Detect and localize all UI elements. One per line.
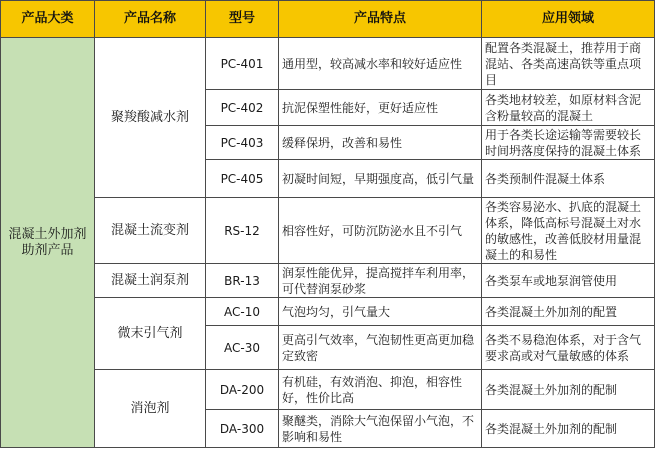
model-cell: DA-300 [206, 410, 279, 448]
model-cell: PC-405 [206, 160, 279, 198]
model-cell: RS-12 [206, 198, 279, 264]
product-name-cell: 消泡剂 [95, 370, 206, 448]
application-cell: 各类混凝土外加剂的配置 [482, 298, 655, 326]
application-cell: 用于各类长途运输等需要较长时间坍落度保持的混凝土体系 [482, 126, 655, 160]
header-application: 应用领域 [482, 1, 655, 38]
product-name-cell: 混凝土流变剂 [95, 198, 206, 264]
model-cell: BR-13 [206, 264, 279, 298]
feature-cell: 相容性好，可防沉防泌水且不引气 [279, 198, 482, 264]
feature-cell: 气泡均匀，引气量大 [279, 298, 482, 326]
feature-cell: 更高引气效率，气泡韧性更高更加稳定致密 [279, 326, 482, 370]
model-cell: DA-200 [206, 370, 279, 410]
feature-cell: 缓释保坍，改善和易性 [279, 126, 482, 160]
model-cell: PC-401 [206, 38, 279, 90]
model-cell: AC-10 [206, 298, 279, 326]
header-category: 产品大类 [1, 1, 95, 38]
product-name-cell: 聚羧酸减水剂 [95, 38, 206, 198]
header-features: 产品特点 [279, 1, 482, 38]
application-cell: 各类混凝土外加剂的配制 [482, 370, 655, 410]
application-cell: 各类地材较差，如原材料含泥含粉量较高的混凝土 [482, 90, 655, 126]
feature-cell: 有机硅，有效消泡、抑泡，相容性好，性价比高 [279, 370, 482, 410]
model-cell: PC-402 [206, 90, 279, 126]
header-model: 型号 [206, 1, 279, 38]
application-cell: 各类泵车或地泵润管使用 [482, 264, 655, 298]
header-product-name: 产品名称 [95, 1, 206, 38]
table-row [1, 370, 655, 410]
product-name-cell: 混凝土润泵剂 [95, 264, 206, 298]
product-name-cell: 微末引气剂 [95, 298, 206, 370]
table-row [1, 264, 655, 298]
application-cell: 各类预制件混凝土体系 [482, 160, 655, 198]
feature-cell: 通用型，较高减水率和较好适应性 [279, 38, 482, 90]
table-header-row [1, 1, 655, 38]
feature-cell: 初凝时间短，早期强度高，低引气量 [279, 160, 482, 198]
table-row [1, 198, 655, 264]
application-cell: 各类不易稳泡体系，对于含气要求高或对气量敏感的体系 [482, 326, 655, 370]
model-cell: PC-403 [206, 126, 279, 160]
feature-cell: 润泵性能优异，提高搅拌车利用率，可代替润泵砂浆 [279, 264, 482, 298]
feature-cell: 聚醚类，消除大气泡保留小气泡，不影响和易性 [279, 410, 482, 448]
model-cell: AC-30 [206, 326, 279, 370]
application-cell: 配置各类混凝土，推荐用于商混站、各类高速高铁等重点项目 [482, 38, 655, 90]
feature-cell: 抗泥保塑性能好，更好适应性 [279, 90, 482, 126]
application-cell: 各类容易泌水、扒底的混凝土体系，降低高标号混凝土对水的敏感性，改善低胶材用量混凝土的和易性 [482, 198, 655, 264]
table-row [1, 298, 655, 326]
application-cell: 各类混凝土外加剂的配制 [482, 410, 655, 448]
category-cell: 混凝土外加剂助剂产品 [1, 38, 95, 448]
table-row [1, 38, 655, 90]
